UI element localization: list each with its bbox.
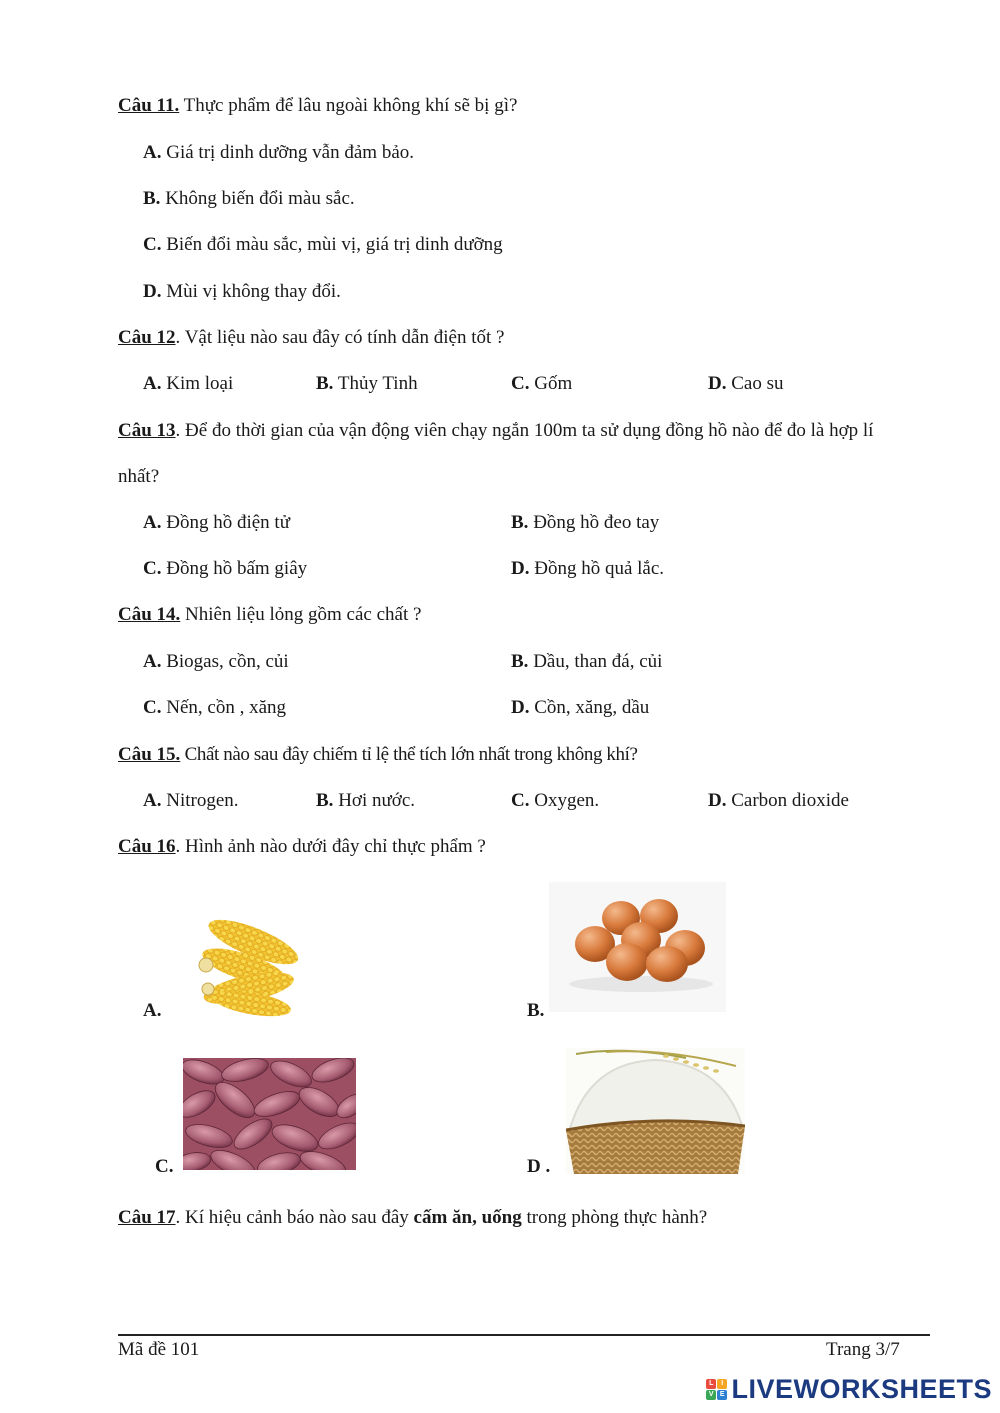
option-text: Thủy Tinh — [333, 373, 418, 394]
option-12d — [708, 373, 783, 395]
footer-exam-code: Mã đề 101 — [118, 1339, 200, 1360]
option-letter: B. — [316, 373, 334, 394]
option-14a — [143, 651, 289, 673]
option-letter: B. — [511, 512, 529, 533]
option-11b — [143, 188, 355, 210]
option-12b — [316, 373, 418, 395]
option-letter: C. — [143, 234, 162, 255]
question-17 — [118, 1207, 707, 1229]
logo-letter: L — [706, 1379, 716, 1389]
option-11c — [143, 234, 503, 256]
option-text: Không biến đổi màu sắc. — [160, 188, 355, 209]
question-text: . Hình ảnh nào dưới đây chỉ thực phẩm ? — [175, 836, 486, 857]
option-text: Biến đổi màu sắc, mùi vị, giá trị dinh dưỡng — [161, 234, 503, 255]
logo-letter: E — [717, 1390, 727, 1400]
option-15a — [143, 790, 239, 812]
question-text-bold: cấm ăn, uống — [413, 1207, 522, 1228]
question-text: . Vật liệu nào sau đây có tính dẫn điện tốt ? — [175, 327, 505, 348]
option-text: Cao su — [726, 373, 784, 394]
question-text: Nhiên liệu lỏng gồm các chất ? — [180, 604, 422, 625]
question-11 — [118, 95, 517, 117]
option-15d — [708, 790, 849, 812]
option-text: Biogas, cồn, củi — [161, 651, 289, 672]
option-letter: C. — [143, 558, 162, 579]
option-text: Carbon dioxide — [726, 790, 849, 811]
footer-divider — [118, 1334, 930, 1336]
option-14c — [143, 697, 286, 719]
question-13-continued: nhất? — [118, 466, 160, 487]
option-letter: C. — [511, 373, 530, 394]
option-letter: D. — [708, 373, 727, 394]
option-letter: D. — [143, 281, 162, 302]
option-15c — [511, 790, 599, 812]
option-16c-letter: C. — [155, 1156, 174, 1177]
option-13d — [511, 558, 664, 580]
option-14d — [511, 697, 649, 719]
option-letter: B. — [511, 651, 529, 672]
option-text: Đồng hồ bấm giây — [161, 558, 308, 579]
question-text: Thực phẩm để lâu ngoài không khí sẽ bị gì? — [179, 95, 518, 116]
option-letter: B. — [316, 790, 334, 811]
option-13b — [511, 512, 659, 534]
option-16a-letter: A. — [143, 1000, 162, 1021]
question-label: Câu 16 — [118, 836, 176, 857]
option-letter: C. — [511, 790, 530, 811]
question-13 — [118, 420, 930, 442]
option-text: Hơi nước. — [333, 790, 416, 811]
question-text: Chất nào sau đây chiếm tỉ lệ thể tích lớn nhất trong không khí? — [180, 744, 638, 765]
option-letter: A. — [143, 512, 162, 533]
question-12 — [118, 327, 504, 349]
option-letter: D. — [511, 697, 530, 718]
option-11d — [143, 281, 341, 303]
option-12c — [511, 373, 572, 395]
option-text: Mùi vị không thay đổi. — [161, 281, 341, 302]
option-text: Đồng hồ quả lắc. — [529, 558, 665, 579]
option-letter: A. — [143, 651, 162, 672]
option-14b — [511, 651, 662, 673]
question-text-before: . Kí hiệu cảnh báo nào sau đây — [175, 1207, 414, 1228]
option-letter: D. — [511, 558, 530, 579]
option-text: Gốm — [529, 373, 573, 394]
question-label: Câu 15. — [118, 744, 181, 765]
question-16 — [118, 836, 486, 858]
option-text: Dầu, than đá, củi — [528, 651, 663, 672]
question-14 — [118, 604, 421, 626]
option-letter: D. — [708, 790, 727, 811]
rice-basket-image — [566, 1048, 745, 1174]
liveworksheets-wordmark: LIVEWORKSHEETS — [731, 1374, 992, 1404]
question-label: Câu 11. — [118, 95, 180, 116]
footer-page-number: Trang 3/7 — [826, 1339, 900, 1360]
option-letter: B. — [143, 188, 161, 209]
option-text: Oxygen. — [529, 790, 600, 811]
logo-letter: I — [717, 1379, 727, 1389]
eggs-image — [549, 882, 726, 1012]
option-letter: A. — [143, 373, 162, 394]
question-text: . Để đo thời gian của vận động viên chạy ngắn 100m ta sử dụng đồng hồ nào để đo là hợp lí — [175, 420, 874, 441]
option-13a — [143, 512, 290, 534]
question-label: Câu 17 — [118, 1207, 176, 1228]
option-letter: C. — [143, 697, 162, 718]
option-text: Kim loại — [161, 373, 234, 394]
question-label: Câu 14. — [118, 604, 181, 625]
option-text: Nitrogen. — [161, 790, 239, 811]
option-letter: A. — [143, 790, 162, 811]
liveworksheets-brand — [706, 1374, 992, 1405]
question-label: Câu 12 — [118, 327, 176, 348]
option-text: Đồng hồ đeo tay — [528, 512, 660, 533]
option-15b — [316, 790, 415, 812]
option-16d-letter: D . — [527, 1156, 551, 1177]
logo-letter: V — [706, 1390, 716, 1400]
option-text: Cồn, xăng, dầu — [529, 697, 650, 718]
option-text: Đồng hồ điện tử — [161, 512, 290, 533]
option-11a — [143, 142, 414, 164]
option-13c — [143, 558, 307, 580]
option-12a — [143, 373, 233, 395]
question-label: Câu 13 — [118, 420, 176, 441]
sweet-potato-image — [183, 1058, 356, 1170]
liveworksheets-logo-icon — [706, 1379, 727, 1400]
question-text-after: trong phòng thực hành? — [521, 1207, 708, 1228]
option-16b-letter: B. — [527, 1000, 545, 1021]
option-letter: A. — [143, 142, 162, 163]
corn-image — [190, 905, 308, 1017]
option-text: Nến, cồn , xăng — [161, 697, 287, 718]
option-text: Giá trị dinh dưỡng vẫn đảm bảo. — [161, 142, 415, 163]
question-15 — [118, 744, 638, 766]
